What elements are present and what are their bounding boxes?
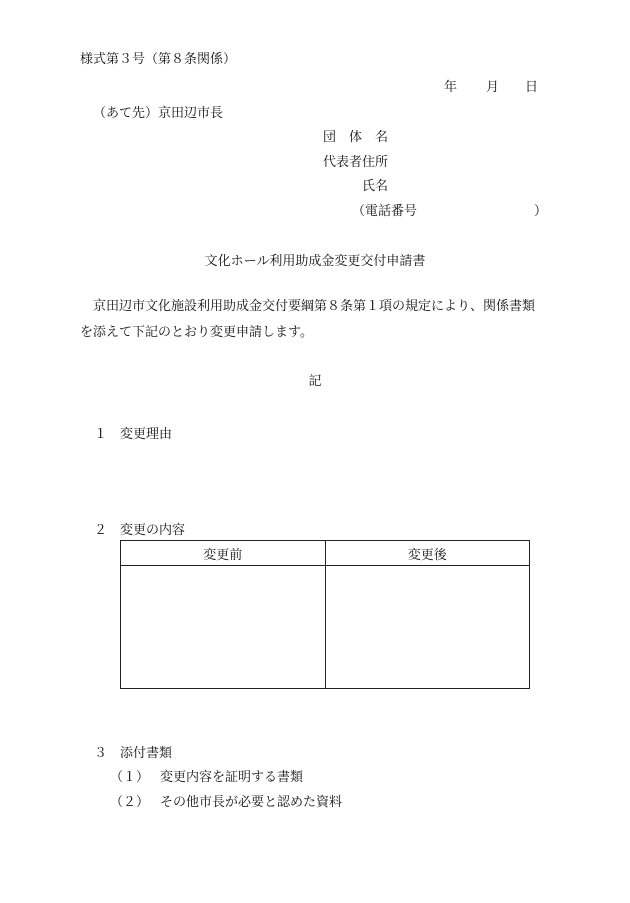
section-3-number: ３ [94,746,108,761]
header-after: 変更後 [325,541,530,566]
change-table [120,540,530,689]
cell-before[interactable] [121,566,326,689]
document-title: 文化ホール利用助成金変更交付申請書 [204,254,426,269]
addressee: （あて先）京田辺市長 [93,106,224,121]
attachment-2-number: （２） [110,795,150,810]
form-number: 様式第３号（第８条関係） [80,52,237,67]
attachment-1-text: 変更内容を証明する書類 [160,770,304,785]
body-line-2: を添えて下記のとおり変更申請します。 [80,325,313,340]
date-month: 月 [486,80,500,95]
phone-label: （電話番号 ） [352,204,548,219]
attachment-2-text: その他市長が必要と認めた資料 [160,795,343,810]
name-label: 氏名 [362,179,389,194]
representative-address-label: 代表者住所 [323,155,389,170]
section-1-number: １ [94,427,108,442]
ki-heading: 記 [308,374,322,389]
date-day: 日 [525,80,539,95]
attachment-1-number: （１） [110,770,150,785]
section-2-number: ２ [94,523,108,538]
cell-after[interactable] [325,566,530,689]
header-before: 変更前 [121,541,326,566]
body-line-1: 京田辺市文化施設利用助成金交付要綱第８条第１項の規定により、関係書類 [80,299,536,314]
change-table-body-row [121,566,530,689]
section-2-label: 変更の内容 [120,523,186,538]
group-name-label: 団 体 名 [323,130,389,145]
section-3-label: 添付書類 [120,746,173,761]
section-1-label: 変更理由 [120,427,173,442]
date-year: 年 [444,80,458,95]
change-table-header-row [121,541,530,566]
